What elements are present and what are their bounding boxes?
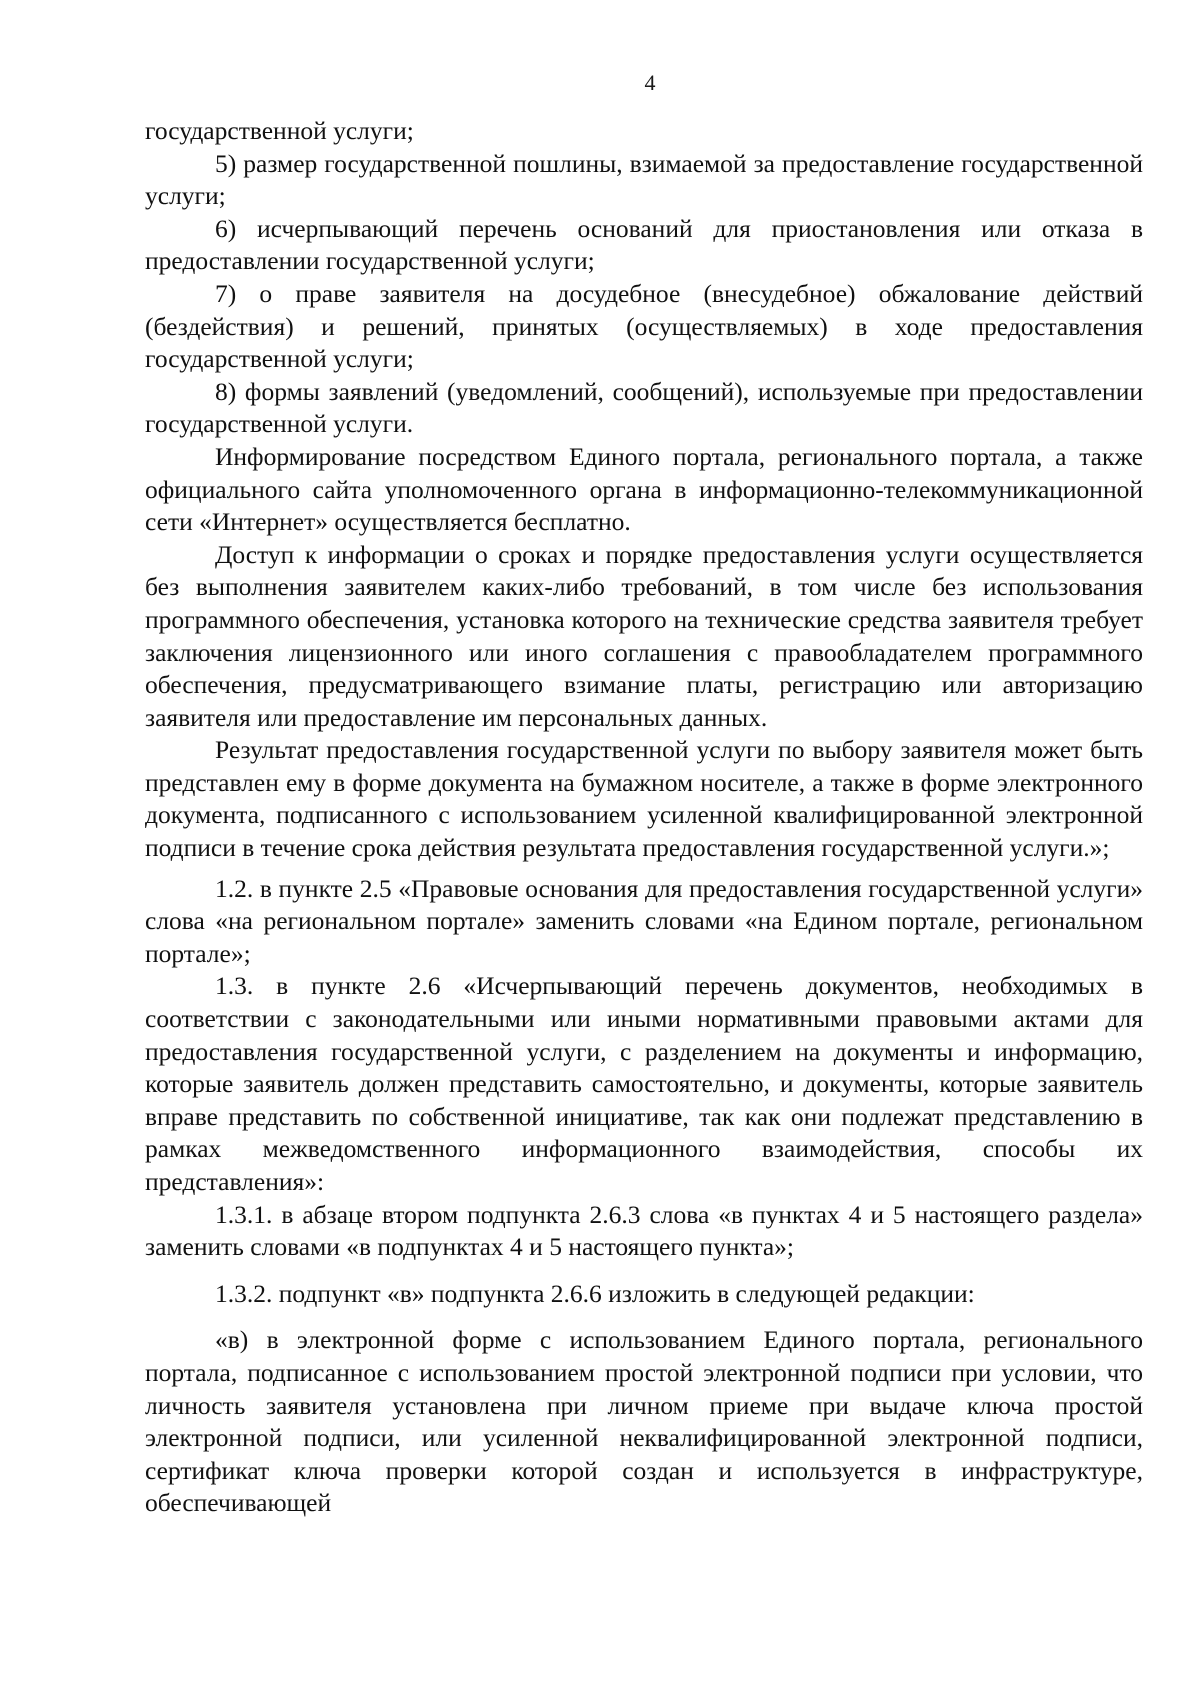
paragraph: Информирование посредством Единого портала, регионального портала, а также официального сайта уполномоченного органа в информационно-телекоммуникационной сети «Интернет» осуществляется бесплатно. <box>145 441 1143 537</box>
paragraph: 7) о праве заявителя на досудебное (внесудебное) обжалование действий (бездействия) и решений, принятых (осуществляемых) в ходе предоставления государственной услуги; <box>145 278 1143 374</box>
paragraph: «в) в электронной форме с использованием Единого портала, регионального портала, подписанное с использованием простой электронной подписи при условии, что личность заявителя установлена при личном приеме при выдаче ключа простой электронной подписи, или усиленной неквалифицированной электронной подписи, сертификат ключа проверки которой создан и используется в инфраструктуре, обеспечивающей <box>145 1325 1143 1518</box>
paragraph: 5) размер государственной пошлины, взимаемой за предоставление государственной услуги; <box>145 148 1143 211</box>
paragraph: 8) формы заявлений (уведомлений, сообщений), используемые при предоставлении государственной услуги. <box>145 376 1143 439</box>
paragraph: 1.3. в пункте 2.6 «Исчерпывающий перечень документов, необходимых в соответствии с законодательными или иными нормативными правовыми актами для предоставления государственной услуги, с разделением на документы и информацию, которые заявитель должен представить самостоятельно, и документы, которые заявитель вправе представить по собственной инициативе, так как они подлежат представлению в рамках межведомственного информационного взаимодействия, способы их представления»: <box>145 971 1143 1196</box>
paragraph: 1.3.1. в абзаце втором подпункта 2.6.3 слова «в пунктах 4 и 5 настоящего раздела» заменить словами «в подпунктах 4 и 5 настоящего пункта»; <box>145 1199 1143 1262</box>
paragraph: Доступ к информации о сроках и порядке предоставления услуги осуществляется без выполнения заявителем каких-либо требований, в том числе без использования программного обеспечения, установка которого на технические средства заявителя требует заключения лицензионного или иного соглашения с правообладателем программного обеспечения, предусматривающего взимание платы, регистрацию или авторизацию заявителя или предоставление им персональных данных. <box>145 539 1143 732</box>
paragraph: государственной услуги; <box>145 116 414 145</box>
document-body <box>145 115 1143 1520</box>
paragraph: 6) исчерпывающий перечень оснований для приостановления или отказа в предоставлении государственной услуги; <box>145 213 1143 276</box>
paragraph: 1.2. в пункте 2.5 «Правовые основания для предоставления государственной услуги» слова «на региональном портале» заменить словами «на Едином портале, региональном портале»; <box>145 873 1143 968</box>
paragraph: 1.3.2. подпункт «в» подпункта 2.6.6 изложить в следующей редакции: <box>215 1278 975 1308</box>
page-number: 4 <box>644 70 656 95</box>
paragraph: Результат предоставления государственной услуги по выбору заявителя может быть представлен ему в форме документа на бумажном носителе, а также в форме электронного документа, подписанного с использованием усиленной квалифицированной электронной подписи в течение срока действия результата предоставления государственной услуги.»; <box>145 735 1143 863</box>
